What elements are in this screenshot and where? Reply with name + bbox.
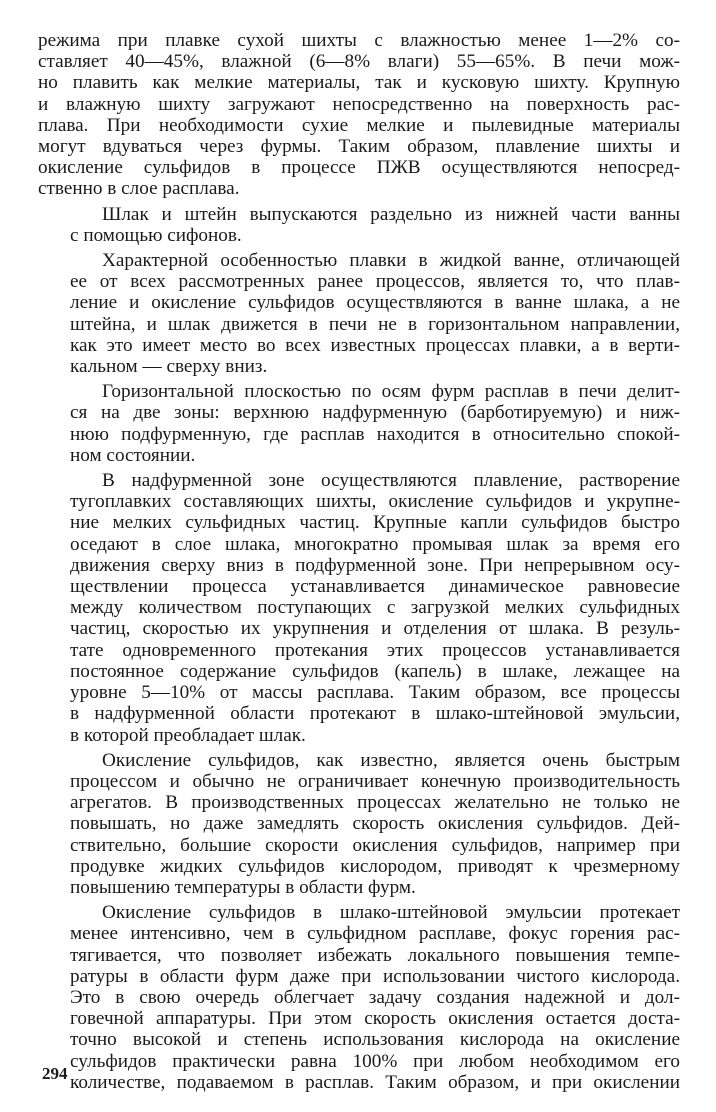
text-line: движения сверху вниз в подфурменной зоне. При непрерывном осу- xyxy=(70,554,680,576)
text-line: но плавить как мелкие материалы, так и кусковую шихту. Крупную xyxy=(38,72,680,94)
text-line: ление и окисление сульфидов осуществляются в ванне шлака, а не xyxy=(70,292,680,314)
text-line: тугоплавких составляющих шихты, окисление сульфидов и укрупне- xyxy=(70,491,680,513)
text-line: Окисление сульфидов в шлако-штейновой эмульсии протекает xyxy=(102,902,680,924)
text-line: ном состоянии. xyxy=(70,444,196,466)
text-line: тягивается, что позволяет избежать локального повышения темпе- xyxy=(70,944,680,966)
text-line: уровне 5—10% от массы расплава. Таким образом, все процессы xyxy=(70,682,680,704)
text-line: Горизонтальной плоскостью по осям фурм расплав в печи делит- xyxy=(102,381,680,403)
text-line: в надфурменной области протекают в шлако-штейновой эмульсии, xyxy=(70,703,680,725)
text-line: ее от всех рассмотренных ранее процессов, является то, что плав- xyxy=(70,271,680,293)
text-line: между количеством поступающих с загрузкой мелких сульфидных xyxy=(70,597,680,619)
text-line: режима при плавке сухой шихты с влажностью менее 1—2% со- xyxy=(38,30,680,51)
paragraph-2 xyxy=(38,204,680,246)
text-line: точно высокой и степень использования кислорода на окисление xyxy=(70,1029,680,1051)
text-line: Окисление сульфидов, как известно, является очень быстрым xyxy=(102,749,680,771)
text-line: окисление сульфидов в процессе ПЖВ осуществляются непосред- xyxy=(38,157,680,179)
text-line: продувке жидких сульфидов кислородом, приводят к чрезмерному xyxy=(70,855,680,877)
paragraph-1 xyxy=(38,30,680,200)
text-line: ствительно, большие скорости окисления сульфидов, например при xyxy=(70,834,680,856)
text-line: как это имеет место во всех известных процессах плавки, а в верти- xyxy=(70,334,680,356)
paragraph-6 xyxy=(38,750,680,898)
text-line: агрегатов. В производственных процессах желательно не только не xyxy=(70,792,680,814)
text-line: ние мелких сульфидных частиц. Крупные капли сульфидов быстро xyxy=(70,512,680,534)
text-line: могут вдуваться через фурмы. Таким образом, плавление шихты и xyxy=(38,136,680,158)
paragraph-7 xyxy=(38,902,680,1093)
text-line: В надфурменной зоне осуществляются плавление, растворение xyxy=(102,470,680,492)
book-page xyxy=(38,30,680,1097)
text-line: с помощью сифонов. xyxy=(70,224,242,246)
text-line: кальном — сверху вниз. xyxy=(70,356,268,378)
text-line: говечной аппаратуры. При этом скорость окисления остается доста- xyxy=(70,1008,680,1030)
text-line: ственно в слое расплава. xyxy=(38,178,240,200)
text-line: повышать, но даже замедлять скорость окисления сульфидов. Дей- xyxy=(70,813,680,835)
text-line: и влажную шихту загружают непосредственно на поверхность рас- xyxy=(38,93,680,115)
paragraph-4 xyxy=(38,381,680,466)
text-line: Это в свою очередь облегчает задачу создания надежной и дол- xyxy=(70,986,680,1008)
text-line: плава. При необходимости сухие мелкие и пылевидные материалы xyxy=(38,114,680,136)
text-line: тате одновременного протекания этих процессов устанавливается xyxy=(70,639,680,661)
paragraph-5 xyxy=(38,470,680,746)
text-line: ществлении процесса устанавливается динамическое равновесие xyxy=(70,576,680,598)
text-line: постоянное содержание сульфидов (капель) в шлаке, лежащее на xyxy=(70,660,680,682)
page-number: 294 xyxy=(42,1064,68,1083)
text-line: повышению температуры в области фурм. xyxy=(70,876,416,898)
text-line: нюю подфурменную, где расплав находится в относительно спокой- xyxy=(70,423,680,445)
text-line: частиц, скоростью их укрупнения и отделения от шлака. В резуль- xyxy=(70,618,680,640)
text-line: ся на две зоны: верхнюю надфурменную (барботируемую) и ниж- xyxy=(70,402,680,424)
text-line: количестве, подаваемом в расплав. Таким образом, и при окислении xyxy=(70,1071,680,1093)
text-line: сульфидов практически равна 100% при любом необходимом его xyxy=(70,1050,680,1072)
paragraph-3 xyxy=(38,250,680,377)
text-line: в которой преобладает шлак. xyxy=(70,724,306,746)
text-line: ставляет 40—45%, влажной (6—8% влаги) 55—65%. В печи мож- xyxy=(38,51,680,73)
text-line: Характерной особенностью плавки в жидкой ванне, отличающей xyxy=(102,250,680,272)
text-line: оседают в слое шлака, многократно промывая шлак за время его xyxy=(70,533,680,555)
text-line: процессом и обычно не ограничивает конечную производительность xyxy=(70,770,680,792)
text-line: ратуры в области фурм даже при использовании чистого кислорода. xyxy=(70,965,680,987)
text-line: штейна, и шлак движется в печи не в горизонтальном направлении, xyxy=(70,313,680,335)
text-line: менее интенсивно, чем в сульфидном расплаве, фокус горения рас- xyxy=(70,923,680,945)
text-line: Шлак и штейн выпускаются раздельно из нижней части ванны xyxy=(102,203,680,225)
